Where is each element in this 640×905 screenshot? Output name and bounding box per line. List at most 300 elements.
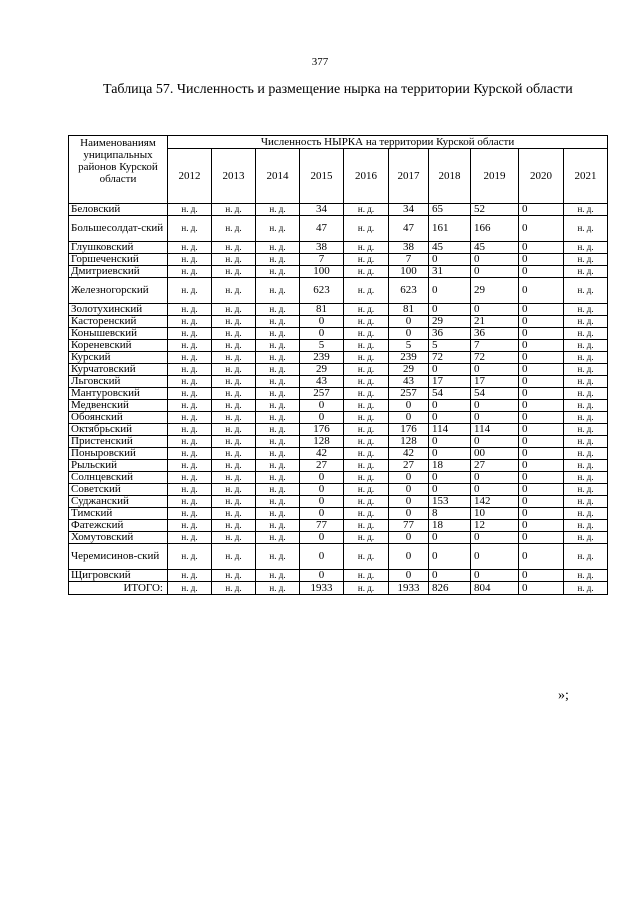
district-name: Рыльский: [69, 460, 168, 472]
value-cell: 17: [471, 376, 519, 388]
value-cell: 0: [300, 508, 344, 520]
value-cell: н. д.: [212, 340, 256, 352]
value-cell: н. д.: [564, 436, 608, 448]
table-row: [69, 254, 608, 266]
table-row: [69, 448, 608, 460]
value-cell: н. д.: [344, 532, 389, 544]
value-cell: н. д.: [256, 242, 300, 254]
value-cell: н. д.: [168, 304, 212, 316]
value-cell: 10: [471, 508, 519, 520]
value-cell: 0: [519, 254, 564, 266]
district-name: Щигровский: [69, 570, 168, 582]
value-cell: н. д.: [212, 216, 256, 242]
table-row: [69, 352, 608, 364]
value-cell: 29: [471, 278, 519, 304]
value-cell: н. д.: [344, 544, 389, 570]
value-cell: 18: [429, 460, 471, 472]
value-cell: н. д.: [212, 376, 256, 388]
value-cell: н. д.: [564, 304, 608, 316]
value-cell: н. д.: [564, 520, 608, 532]
value-cell: 0: [300, 496, 344, 508]
value-cell: н. д.: [344, 266, 389, 278]
value-cell: 0: [519, 472, 564, 484]
value-cell: н. д.: [344, 204, 389, 216]
value-cell: н. д.: [344, 582, 389, 595]
value-cell: н. д.: [564, 460, 608, 472]
value-cell: 0: [471, 544, 519, 570]
value-cell: н. д.: [564, 316, 608, 328]
value-cell: н. д.: [212, 412, 256, 424]
value-cell: 29: [300, 364, 344, 376]
value-cell: н. д.: [168, 204, 212, 216]
value-cell: н. д.: [344, 424, 389, 436]
value-cell: н. д.: [256, 316, 300, 328]
value-cell: 0: [519, 520, 564, 532]
table-row: [69, 496, 608, 508]
year-header: 2016: [344, 149, 389, 204]
value-cell: 826: [429, 582, 471, 595]
value-cell: 0: [519, 388, 564, 400]
value-cell: 0: [300, 532, 344, 544]
value-cell: 0: [471, 266, 519, 278]
value-cell: н. д.: [212, 508, 256, 520]
district-name: Конышевский: [69, 328, 168, 340]
value-cell: н. д.: [168, 436, 212, 448]
value-cell: н. д.: [344, 520, 389, 532]
value-cell: н. д.: [256, 508, 300, 520]
value-cell: 77: [300, 520, 344, 532]
value-cell: 34: [389, 204, 429, 216]
value-cell: 0: [471, 570, 519, 582]
value-cell: н. д.: [344, 376, 389, 388]
value-cell: н. д.: [256, 472, 300, 484]
value-cell: 0: [519, 412, 564, 424]
value-cell: 1933: [389, 582, 429, 595]
value-cell: н. д.: [564, 484, 608, 496]
table-row: [69, 484, 608, 496]
value-cell: 5: [389, 340, 429, 352]
district-name: Большесолдат-ский: [69, 216, 168, 242]
value-cell: 0: [519, 216, 564, 242]
value-cell: 0: [389, 544, 429, 570]
value-cell: 0: [519, 570, 564, 582]
value-cell: н. д.: [564, 424, 608, 436]
value-cell: 161: [429, 216, 471, 242]
value-cell: 7: [300, 254, 344, 266]
value-cell: 0: [471, 412, 519, 424]
year-header: 2018: [429, 149, 471, 204]
closing-mark: »;: [558, 688, 569, 703]
value-cell: 38: [300, 242, 344, 254]
value-cell: 0: [389, 496, 429, 508]
table-row: [69, 532, 608, 544]
table-row: [69, 278, 608, 304]
value-cell: н. д.: [564, 328, 608, 340]
value-cell: н. д.: [256, 388, 300, 400]
value-cell: н. д.: [344, 316, 389, 328]
value-cell: н. д.: [168, 328, 212, 340]
value-cell: н. д.: [212, 496, 256, 508]
value-cell: 81: [389, 304, 429, 316]
value-cell: н. д.: [168, 484, 212, 496]
value-cell: 0: [429, 544, 471, 570]
value-cell: н. д.: [344, 388, 389, 400]
value-cell: 5: [300, 340, 344, 352]
value-cell: 166: [471, 216, 519, 242]
table-row: [69, 242, 608, 254]
value-cell: н. д.: [564, 570, 608, 582]
value-cell: 45: [471, 242, 519, 254]
value-cell: н. д.: [564, 204, 608, 216]
value-cell: 18: [429, 520, 471, 532]
value-cell: н. д.: [168, 508, 212, 520]
value-cell: н. д.: [168, 496, 212, 508]
value-cell: н. д.: [168, 340, 212, 352]
year-header: 2017: [389, 149, 429, 204]
value-cell: 29: [389, 364, 429, 376]
value-cell: 0: [519, 532, 564, 544]
table-row: [69, 424, 608, 436]
value-cell: н. д.: [564, 582, 608, 595]
value-cell: н. д.: [168, 266, 212, 278]
table-caption: Таблица 57. Численность и размещение нырка на территории Курской области: [103, 82, 573, 97]
value-cell: 0: [429, 484, 471, 496]
value-cell: 0: [429, 472, 471, 484]
table-row: [69, 364, 608, 376]
value-cell: н. д.: [168, 460, 212, 472]
district-name: Золотухинский: [69, 304, 168, 316]
district-name: Беловский: [69, 204, 168, 216]
table-row: [69, 316, 608, 328]
value-cell: н. д.: [256, 424, 300, 436]
district-name: Кореневский: [69, 340, 168, 352]
table-row: [69, 266, 608, 278]
value-cell: 114: [471, 424, 519, 436]
district-name: Фатежский: [69, 520, 168, 532]
value-cell: н. д.: [212, 520, 256, 532]
value-cell: н. д.: [344, 400, 389, 412]
value-cell: н. д.: [256, 582, 300, 595]
value-cell: н. д.: [344, 352, 389, 364]
value-cell: н. д.: [256, 520, 300, 532]
value-cell: 42: [300, 448, 344, 460]
value-cell: н. д.: [256, 340, 300, 352]
district-name: Солнцевский: [69, 472, 168, 484]
value-cell: н. д.: [212, 544, 256, 570]
district-name: Льговский: [69, 376, 168, 388]
value-cell: 0: [389, 570, 429, 582]
value-cell: 0: [519, 242, 564, 254]
value-cell: н. д.: [344, 570, 389, 582]
value-cell: н. д.: [256, 204, 300, 216]
district-name: Медвенский: [69, 400, 168, 412]
value-cell: н. д.: [168, 472, 212, 484]
value-cell: 0: [300, 570, 344, 582]
value-cell: н. д.: [564, 544, 608, 570]
value-cell: 0: [519, 582, 564, 595]
value-cell: 0: [519, 364, 564, 376]
value-cell: 65: [429, 204, 471, 216]
value-cell: н. д.: [344, 278, 389, 304]
value-cell: 43: [389, 376, 429, 388]
value-cell: н. д.: [212, 472, 256, 484]
value-cell: н. д.: [256, 412, 300, 424]
value-cell: н. д.: [564, 352, 608, 364]
table-row: [69, 204, 608, 216]
value-cell: н. д.: [256, 436, 300, 448]
value-cell: 81: [300, 304, 344, 316]
value-cell: н. д.: [212, 364, 256, 376]
value-cell: н. д.: [212, 254, 256, 266]
value-cell: 0: [389, 400, 429, 412]
value-cell: н. д.: [212, 278, 256, 304]
value-cell: 42: [389, 448, 429, 460]
value-cell: 0: [300, 400, 344, 412]
value-cell: н. д.: [168, 376, 212, 388]
value-cell: 0: [519, 508, 564, 520]
value-cell: 0: [429, 570, 471, 582]
value-cell: н. д.: [564, 508, 608, 520]
value-cell: н. д.: [256, 496, 300, 508]
value-cell: 17: [429, 376, 471, 388]
value-cell: н. д.: [344, 460, 389, 472]
value-cell: н. д.: [256, 328, 300, 340]
value-cell: 36: [471, 328, 519, 340]
value-cell: н. д.: [168, 254, 212, 266]
value-cell: 21: [471, 316, 519, 328]
value-cell: 0: [519, 204, 564, 216]
value-cell: 8: [429, 508, 471, 520]
district-name: Черемисинов-ский: [69, 544, 168, 570]
value-cell: н. д.: [212, 316, 256, 328]
value-cell: 0: [519, 328, 564, 340]
value-cell: 0: [429, 364, 471, 376]
value-cell: н. д.: [256, 304, 300, 316]
value-cell: н. д.: [212, 242, 256, 254]
value-cell: н. д.: [168, 316, 212, 328]
value-cell: н. д.: [256, 352, 300, 364]
value-cell: 257: [389, 388, 429, 400]
value-cell: 0: [519, 376, 564, 388]
value-cell: н. д.: [564, 216, 608, 242]
value-cell: 47: [300, 216, 344, 242]
value-cell: 0: [429, 304, 471, 316]
value-cell: н. д.: [256, 216, 300, 242]
value-cell: н. д.: [168, 570, 212, 582]
value-cell: н. д.: [344, 472, 389, 484]
district-name: Горшеченский: [69, 254, 168, 266]
value-cell: 12: [471, 520, 519, 532]
value-cell: 0: [389, 484, 429, 496]
value-cell: н. д.: [256, 460, 300, 472]
value-cell: 0: [389, 508, 429, 520]
total-label: ИТОГО:: [69, 582, 168, 595]
district-name: Суджанский: [69, 496, 168, 508]
value-cell: 0: [300, 412, 344, 424]
total-row: [69, 582, 608, 595]
value-cell: н. д.: [256, 400, 300, 412]
value-cell: 0: [519, 424, 564, 436]
district-name: Мантуровский: [69, 388, 168, 400]
value-cell: 0: [300, 328, 344, 340]
value-cell: 0: [519, 316, 564, 328]
value-cell: 176: [389, 424, 429, 436]
value-cell: н. д.: [344, 254, 389, 266]
value-cell: 0: [519, 400, 564, 412]
table-row: [69, 340, 608, 352]
value-cell: 0: [389, 412, 429, 424]
value-cell: 0: [471, 532, 519, 544]
value-cell: н. д.: [212, 352, 256, 364]
value-cell: 45: [429, 242, 471, 254]
value-cell: н. д.: [564, 340, 608, 352]
value-cell: н. д.: [212, 266, 256, 278]
value-cell: н. д.: [344, 412, 389, 424]
value-cell: н. д.: [344, 340, 389, 352]
value-cell: 7: [471, 340, 519, 352]
table-row: [69, 328, 608, 340]
district-name: Глушковский: [69, 242, 168, 254]
year-header: 2019: [471, 149, 519, 204]
value-cell: 54: [471, 388, 519, 400]
value-cell: н. д.: [256, 254, 300, 266]
value-cell: 239: [389, 352, 429, 364]
value-cell: 77: [389, 520, 429, 532]
table-body: [69, 204, 608, 595]
value-cell: н. д.: [344, 242, 389, 254]
year-header: 2014: [256, 149, 300, 204]
value-cell: 623: [389, 278, 429, 304]
district-name: Железногорский: [69, 278, 168, 304]
district-name: Октябрьский: [69, 424, 168, 436]
value-cell: 0: [519, 496, 564, 508]
value-cell: н. д.: [344, 216, 389, 242]
value-cell: н. д.: [344, 484, 389, 496]
table-row: [69, 304, 608, 316]
value-cell: н. д.: [564, 400, 608, 412]
table-row: [69, 376, 608, 388]
value-cell: 38: [389, 242, 429, 254]
value-cell: н. д.: [256, 364, 300, 376]
value-cell: 239: [300, 352, 344, 364]
value-cell: 54: [429, 388, 471, 400]
value-cell: н. д.: [212, 388, 256, 400]
value-cell: н. д.: [564, 364, 608, 376]
value-cell: н. д.: [168, 388, 212, 400]
value-cell: н. д.: [212, 204, 256, 216]
table-row: [69, 520, 608, 532]
value-cell: н. д.: [168, 532, 212, 544]
value-cell: н. д.: [344, 508, 389, 520]
value-cell: н. д.: [344, 304, 389, 316]
value-cell: н. д.: [168, 364, 212, 376]
value-cell: 0: [519, 278, 564, 304]
table-row: [69, 544, 608, 570]
value-cell: н. д.: [168, 448, 212, 460]
value-cell: н. д.: [564, 266, 608, 278]
value-cell: 27: [300, 460, 344, 472]
value-cell: 31: [429, 266, 471, 278]
value-cell: 0: [300, 544, 344, 570]
value-cell: 0: [471, 254, 519, 266]
district-name: Курчатовский: [69, 364, 168, 376]
value-cell: 142: [471, 496, 519, 508]
value-cell: 0: [471, 400, 519, 412]
value-cell: 0: [519, 484, 564, 496]
value-cell: н. д.: [256, 376, 300, 388]
value-cell: 128: [300, 436, 344, 448]
value-cell: 34: [300, 204, 344, 216]
value-cell: 176: [300, 424, 344, 436]
table-row: [69, 436, 608, 448]
value-cell: 0: [300, 472, 344, 484]
year-header: 2021: [564, 149, 608, 204]
value-cell: 0: [389, 316, 429, 328]
value-cell: 153: [429, 496, 471, 508]
value-cell: н. д.: [564, 388, 608, 400]
value-cell: 0: [471, 364, 519, 376]
value-cell: 0: [429, 278, 471, 304]
value-cell: н. д.: [256, 532, 300, 544]
value-cell: н. д.: [564, 448, 608, 460]
value-cell: 0: [471, 436, 519, 448]
district-name: Хомутовский: [69, 532, 168, 544]
value-cell: 43: [300, 376, 344, 388]
page-number: 377: [311, 56, 329, 68]
value-cell: 0: [519, 460, 564, 472]
year-header: 2012: [168, 149, 212, 204]
value-cell: 36: [429, 328, 471, 340]
value-cell: 52: [471, 204, 519, 216]
value-cell: 0: [300, 484, 344, 496]
value-cell: 0: [519, 436, 564, 448]
value-cell: н. д.: [564, 376, 608, 388]
district-column-header: Наименованиям униципальных районов Курской области: [69, 136, 168, 204]
table-row: [69, 508, 608, 520]
population-table: [68, 135, 608, 595]
value-cell: н. д.: [168, 520, 212, 532]
value-cell: н. д.: [344, 436, 389, 448]
value-cell: н. д.: [256, 278, 300, 304]
district-name: Обоянский: [69, 412, 168, 424]
value-cell: н. д.: [168, 412, 212, 424]
district-name: Советский: [69, 484, 168, 496]
value-cell: 0: [471, 472, 519, 484]
value-cell: 72: [429, 352, 471, 364]
value-cell: н. д.: [256, 544, 300, 570]
value-cell: н. д.: [344, 364, 389, 376]
table-row: [69, 400, 608, 412]
table-row: [69, 388, 608, 400]
value-cell: н. д.: [256, 266, 300, 278]
year-header: 2015: [300, 149, 344, 204]
value-cell: н. д.: [344, 328, 389, 340]
value-cell: 0: [519, 544, 564, 570]
value-cell: н. д.: [564, 278, 608, 304]
value-cell: 100: [300, 266, 344, 278]
value-cell: н. д.: [212, 304, 256, 316]
value-cell: 0: [519, 304, 564, 316]
value-cell: 0: [519, 352, 564, 364]
value-cell: 0: [429, 532, 471, 544]
district-name: Дмитриевский: [69, 266, 168, 278]
value-cell: н. д.: [212, 424, 256, 436]
value-cell: н. д.: [168, 278, 212, 304]
table-row: [69, 412, 608, 424]
value-cell: 0: [429, 400, 471, 412]
value-cell: н. д.: [344, 496, 389, 508]
value-cell: н. д.: [256, 448, 300, 460]
